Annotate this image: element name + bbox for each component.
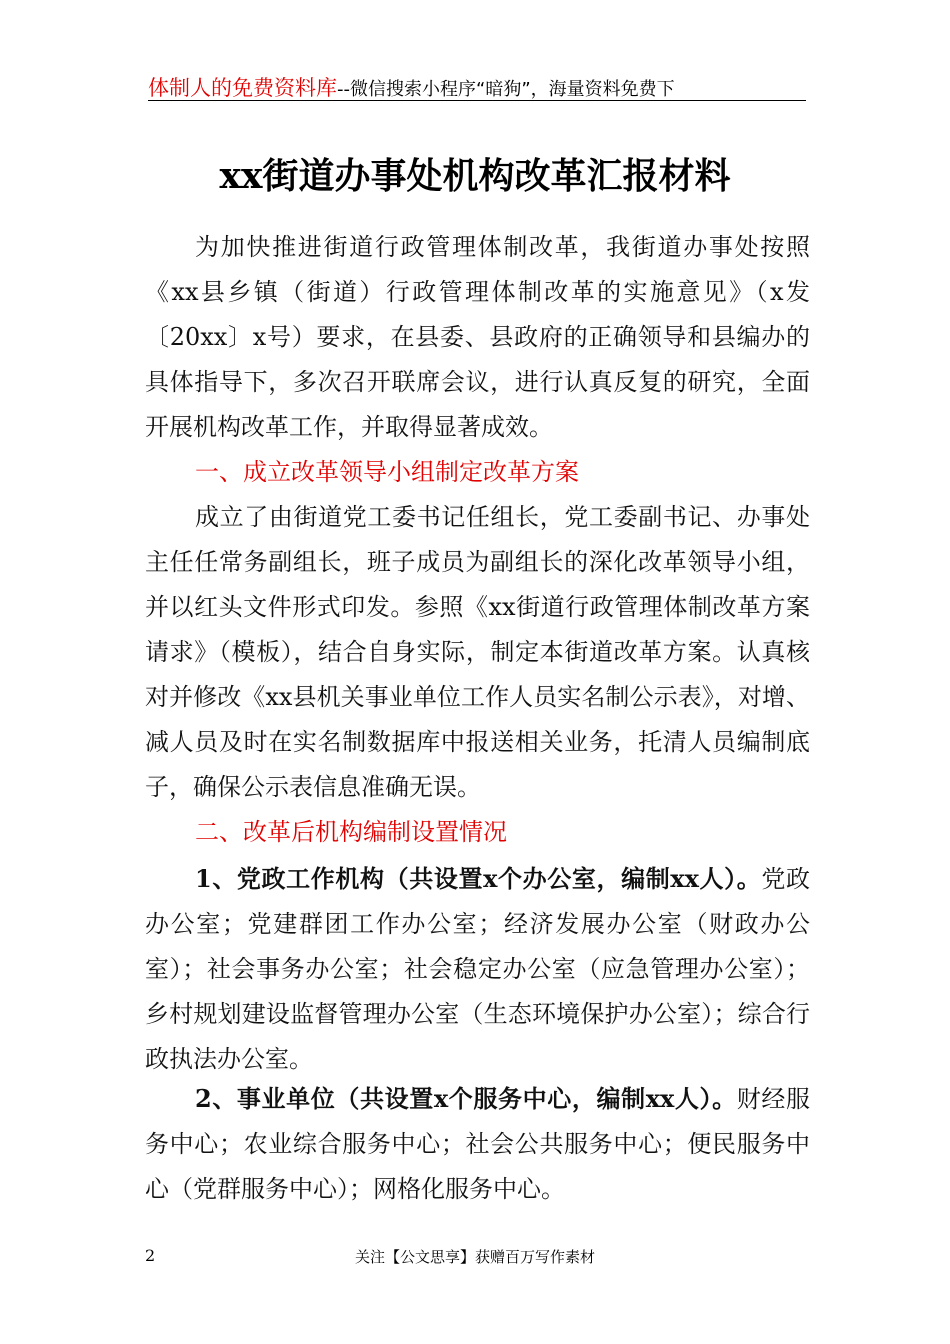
item1-body: 党政办公室；党建群团工作办公室；经济发展办公室（财政办公室）；社会事务办公室；社会稳定办公室（应急管理办公室）；乡村规划建设监督管理办公室（生态环境保护办公室）；综合行政执法办公室。 [145, 865, 811, 1073]
section2-heading: 二、改革后机构编制设置情况 [195, 818, 507, 846]
document-title: xx街道办事处机构改革汇报材料 [219, 155, 731, 197]
page-header [148, 72, 806, 101]
page-number: 2 [145, 1246, 156, 1265]
section2-item2 [145, 1076, 810, 1212]
footer-text: 关注【公文思享】获赠百万写作素材 [354, 1248, 595, 1266]
item2-title: 2、事业单位（共设置x个服务中心，编制xx人）。 [195, 1084, 737, 1113]
item2-body: 财经服务中心；农业综合服务中心；社会公共服务中心；便民服务中心（党群服务中心）；网格化服务中心。 [145, 1085, 811, 1203]
header-black-text: --微信搜索小程序“暗狗”，海量资料免费下 [337, 79, 675, 100]
intro-paragraph: 为加快推进街道行政管理体制改革，我街道办事处按照《xx县乡镇（街道）行政管理体制改革的实施意见》（x发〔20xx〕x号）要求，在县委、县政府的正确领导和县编办的具体指导下，多次召开联席会议，进行认真反复的研究，全面开展机构改革工作，并取得显著成效。 [145, 233, 810, 441]
section1-paragraph: 成立了由街道党工委书记任组长，党工委副书记、办事处主任任常务副组长，班子成员为副组长的深化改革领导小组，并以红头文件形式印发。参照《xx街道行政管理体制改革方案请求》（模板），结合自身实际，制定本街道改革方案。认真核对并修改《xx县机关事业单位工作人员实名制公示表》，对增、减人员及时在实名制数据库中报送相关业务，托清人员编制底子，确保公示表信息准确无误。 [145, 503, 810, 801]
item1-title: 1、党政工作机构（共设置x个办公室，编制xx人）。 [195, 864, 762, 893]
section2-item1 [145, 856, 810, 1082]
header-red-text: 体制人的免费资料库 [148, 76, 337, 100]
section1-heading: 一、成立改革领导小组制定改革方案 [195, 458, 579, 486]
